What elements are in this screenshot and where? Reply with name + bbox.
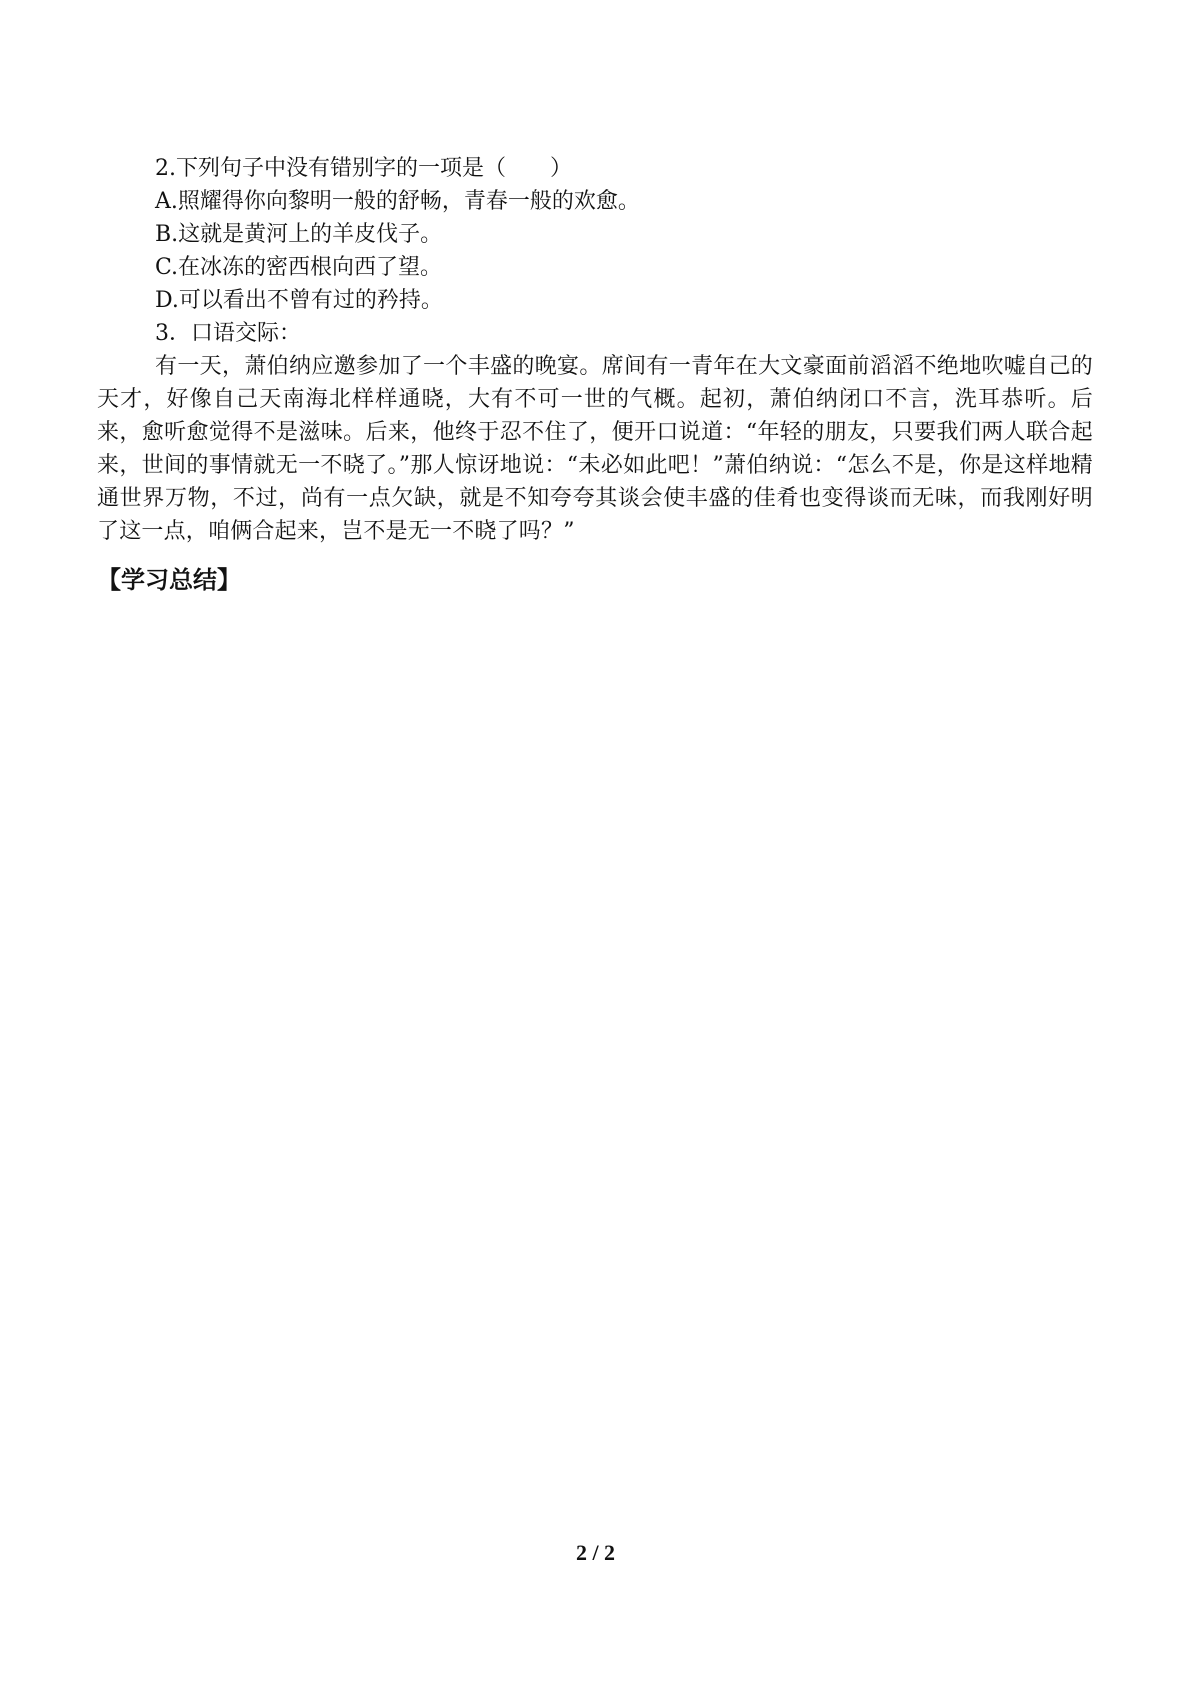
question-2-option-c: C.在冰冻的密西根向西了望。 <box>155 255 443 280</box>
question-2-stem: 2.下列句子中没有错别字的一项是（ ） <box>155 156 572 181</box>
document-content <box>97 152 1093 548</box>
question-2-option-d: D.可以看出不曾有过的矜持。 <box>155 288 443 313</box>
question-3-stem: 3．口语交际： <box>155 321 301 346</box>
question-2-option-b: B.这就是黄河上的羊皮伐子。 <box>155 222 443 247</box>
page-number: 2 / 2 <box>575 1540 616 1565</box>
summary-heading: 【学习总结】 <box>97 566 241 594</box>
question-2-option-a: A.照耀得你向黎明一般的舒畅，青春一般的欢愈。 <box>155 189 640 214</box>
question-3-paragraph: 有一天，萧伯纳应邀参加了一个丰盛的晚宴。席间有一青年在大文豪面前滔滔不绝地吹嘘自己的天才，好像自己天南海北样样通晓，大有不可一世的气概。起初，萧伯纳闭口不言，洗耳恭听。后来，愈听愈觉得不是滋味。后来，他终于忍不住了，便开口说道：“年轻的朋友，只要我们两人联合起来，世间的事情就无一不晓了。”那人惊讶地说：“未必如此吧！”萧伯纳说：“怎么不是，你是这样地精通世界万物，不过，尚有一点欠缺，就是不知夸夸其谈会使丰盛的佳肴也变得谈而无味，而我刚好明了这一点，咱俩合起来，岂不是无一不晓了吗？” <box>97 354 1093 544</box>
